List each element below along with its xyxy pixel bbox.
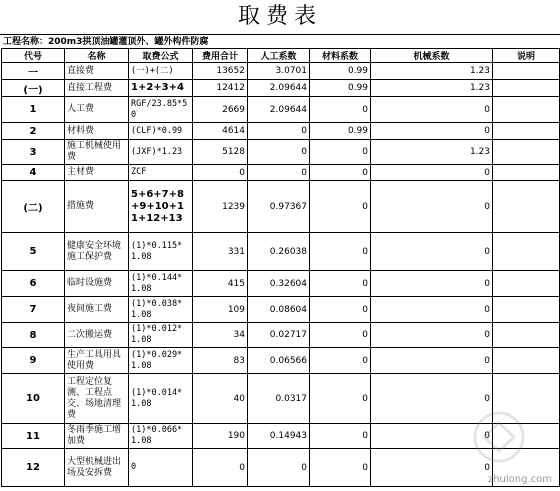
table-row [2, 271, 560, 297]
row-labor: 0.06566 [248, 348, 310, 374]
row-name: 材料费 [65, 123, 129, 140]
row-machine: 0 [371, 181, 493, 233]
row-labor: 0.0317 [248, 374, 310, 424]
row-code: 2 [2, 123, 65, 140]
row-formula: (1)*0.029*1.08 [129, 348, 193, 374]
row-total: 40 [193, 374, 248, 424]
row-machine: 0 [371, 424, 493, 449]
row-labor: 0.02717 [248, 323, 310, 348]
row-material: 0 [310, 297, 371, 323]
row-labor: 0.14943 [248, 424, 310, 449]
row-name: 直接费 [65, 63, 129, 80]
row-labor: 0.32604 [248, 271, 310, 297]
row-note [493, 80, 560, 97]
header-name: 名称 [65, 49, 129, 63]
table-row [2, 233, 560, 271]
header-note: 说明 [493, 49, 560, 63]
row-formula: (CLF)*0.99 [129, 123, 193, 140]
row-machine: 0 [371, 323, 493, 348]
header-material: 材料系数 [310, 49, 371, 63]
row-code: 12 [2, 449, 65, 487]
row-total: 83 [193, 348, 248, 374]
row-total: 109 [193, 297, 248, 323]
row-name: 措施费 [65, 181, 129, 233]
row-name: 施工机械使用费 [65, 140, 129, 165]
row-code: 9 [2, 348, 65, 374]
row-total: 4614 [193, 123, 248, 140]
row-material: 0 [310, 424, 371, 449]
row-labor: 0.26038 [248, 233, 310, 271]
row-formula: 0 [129, 449, 193, 487]
row-material: 0.99 [310, 80, 371, 97]
row-code: 4 [2, 165, 65, 181]
row-total: 0 [193, 165, 248, 181]
row-total: 13652 [193, 63, 248, 80]
table-row [2, 181, 560, 233]
row-labor: 0 [248, 449, 310, 487]
row-formula: (1)*0.066*1.08 [129, 424, 193, 449]
row-material: 0 [310, 181, 371, 233]
table-row [2, 297, 560, 323]
row-total: 331 [193, 233, 248, 271]
row-name: 冬雨季施工增加费 [65, 424, 129, 449]
row-machine: 0 [371, 233, 493, 271]
watermark-logo [444, 405, 554, 485]
row-code: (一) [2, 80, 65, 97]
row-code: 3 [2, 140, 65, 165]
header-formula: 取费公式 [129, 49, 193, 63]
row-note [493, 63, 560, 80]
row-name: 人工费 [65, 97, 129, 123]
table-row [2, 97, 560, 123]
row-formula: 1+2+3+4 [129, 80, 193, 97]
row-code: 10 [2, 374, 65, 424]
row-machine: 0 [371, 271, 493, 297]
row-code: 11 [2, 424, 65, 449]
row-note [493, 323, 560, 348]
watermark-text: zhulong.com [487, 474, 552, 485]
row-material: 0 [310, 271, 371, 297]
row-material: 0 [310, 323, 371, 348]
row-code: 5 [2, 233, 65, 271]
project-name: 工程名称：200m3拱顶油罐灌顶外、罐外构件防腐 [3, 37, 209, 47]
row-material: 0 [310, 165, 371, 181]
table-row [2, 348, 560, 374]
header-row [2, 49, 560, 63]
row-formula: (1)*0.115*1.08 [129, 233, 193, 271]
row-total: 12412 [193, 80, 248, 97]
row-material: 0 [310, 97, 371, 123]
row-labor: 0 [248, 123, 310, 140]
row-labor: 0.08604 [248, 297, 310, 323]
row-labor: 0 [248, 165, 310, 181]
row-name: 生产工具用具使用费 [65, 348, 129, 374]
row-note [493, 348, 560, 374]
row-total: 0 [193, 449, 248, 487]
row-machine: 0 [371, 348, 493, 374]
row-name: 大型机械进出场及安拆费 [65, 449, 129, 487]
row-formula: 5+6+7+8+9+10+11+12+13 [129, 181, 193, 233]
row-formula: (1)*0.144*1.08 [129, 271, 193, 297]
row-formula: (一)+(二) [129, 63, 193, 80]
row-labor: 3.0701 [248, 63, 310, 80]
row-code: (二) [2, 181, 65, 233]
row-formula: (1)*0.012*1.08 [129, 323, 193, 348]
row-note [493, 297, 560, 323]
row-name: 临时设施费 [65, 271, 129, 297]
row-name: 夜间施工费 [65, 297, 129, 323]
row-total: 1239 [193, 181, 248, 233]
row-material: 0 [310, 233, 371, 271]
row-formula: (1)*0.038*1.08 [129, 297, 193, 323]
row-note [493, 123, 560, 140]
row-material: 0 [310, 348, 371, 374]
table-row [2, 165, 560, 181]
row-material: 0 [310, 374, 371, 424]
table-row [2, 63, 560, 80]
row-labor: 0 [248, 140, 310, 165]
row-machine: 1.23 [371, 63, 493, 80]
row-material: 0 [310, 140, 371, 165]
table-row [2, 123, 560, 140]
row-material: 0 [310, 449, 371, 487]
row-labor: 2.09644 [248, 97, 310, 123]
row-code: 8 [2, 323, 65, 348]
row-note [493, 165, 560, 181]
row-formula: RGF/23.85*50 [129, 97, 193, 123]
row-machine: 0 [371, 449, 493, 487]
row-code: 一 [2, 63, 65, 80]
row-machine: 0 [371, 97, 493, 123]
row-machine: 1.23 [371, 140, 493, 165]
row-material: 0.99 [310, 63, 371, 80]
row-note [493, 271, 560, 297]
row-name: 直接工程费 [65, 80, 129, 97]
row-labor: 0.97367 [248, 181, 310, 233]
row-material: 0.99 [310, 123, 371, 140]
row-machine: 0 [371, 165, 493, 181]
row-labor: 2.09644 [248, 80, 310, 97]
row-machine: 0 [371, 123, 493, 140]
row-name: 健康安全环境施工保护费 [65, 233, 129, 271]
row-total: 190 [193, 424, 248, 449]
row-formula: (1)*0.014*1.08 [129, 374, 193, 424]
row-note [493, 97, 560, 123]
row-code: 7 [2, 297, 65, 323]
row-code: 6 [2, 271, 65, 297]
row-code: 1 [2, 97, 65, 123]
sheet-title: 取费表 [0, 0, 560, 35]
table-row [2, 323, 560, 348]
header-labor: 人工系数 [248, 49, 310, 63]
row-name: 工程定位复测、工程点交、场地清理费 [65, 374, 129, 424]
row-total: 2669 [193, 97, 248, 123]
row-formula: ZCF [129, 165, 193, 181]
table-row [2, 140, 560, 165]
header-machine: 机械系数 [371, 49, 493, 63]
header-code: 代号 [2, 49, 65, 63]
header-total: 费用合计 [193, 49, 248, 63]
table-row [2, 80, 560, 97]
row-name: 二次搬运费 [65, 323, 129, 348]
row-formula: (JXF)*1.23 [129, 140, 193, 165]
row-total: 5128 [193, 140, 248, 165]
row-name: 主材费 [65, 165, 129, 181]
row-note [493, 233, 560, 271]
row-machine: 0 [371, 374, 493, 424]
row-total: 34 [193, 323, 248, 348]
row-note [493, 140, 560, 165]
row-note [493, 181, 560, 233]
row-total: 415 [193, 271, 248, 297]
row-machine: 0 [371, 297, 493, 323]
row-machine: 1.23 [371, 80, 493, 97]
